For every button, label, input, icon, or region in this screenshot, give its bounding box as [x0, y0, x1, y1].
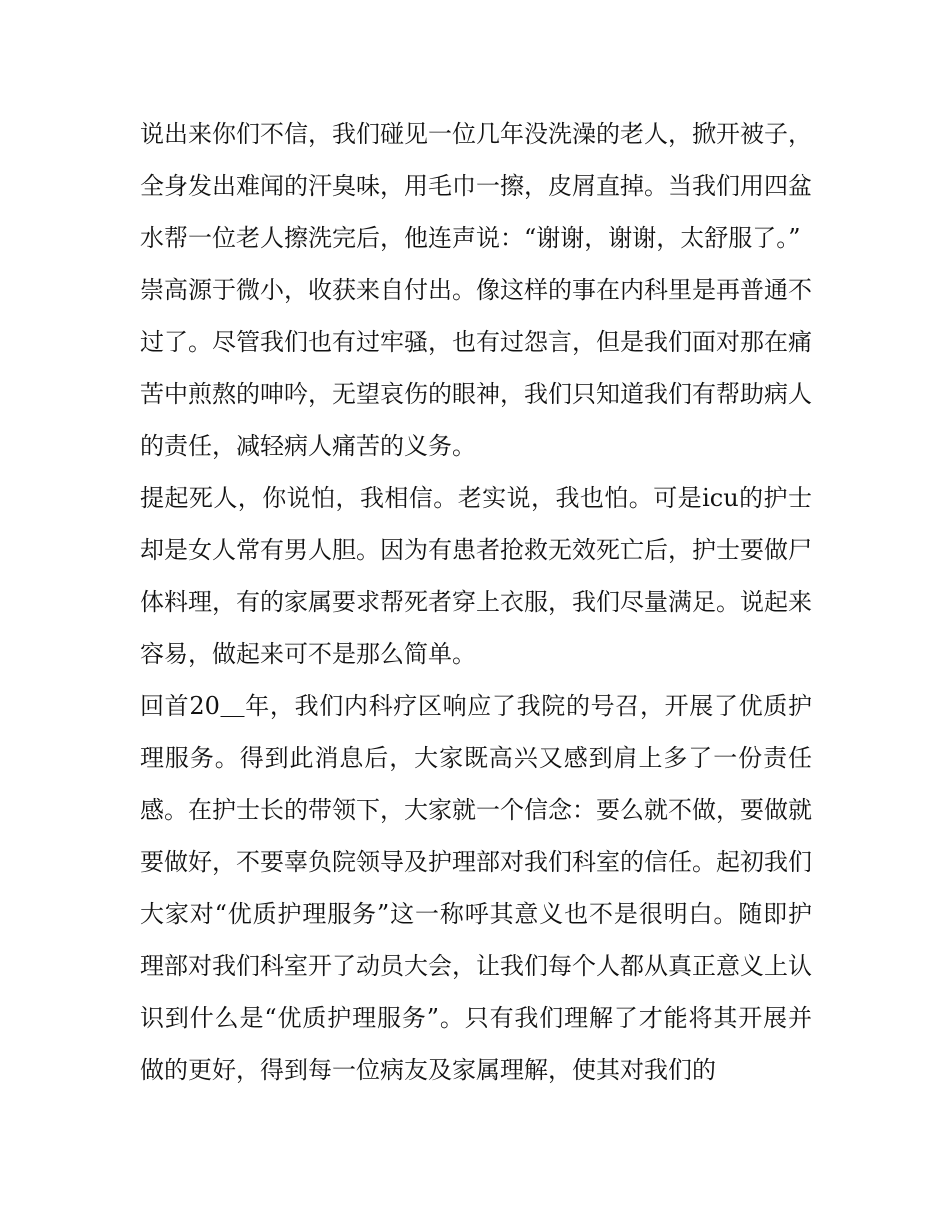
paragraph-1: 说出来你们不信，我们碰见一位几年没洗澡的老人，掀开被子，全身发出难闻的汗臭味，用毛巾一擦，皮屑直掉。当我们用四盆水帮一位老人擦洗完后，他连声说：“谢谢，谢谢，太舒服了。” — [140, 120, 812, 252]
paragraph-2: 崇高源于微小，收获来自付出。像这样的事在内科里是再普通不过了。尽管我们也有过牢骚，也有过怨言，但是我们面对那在痛苦中煎熬的呻吟，无望哀伤的眼神，我们只知道我们有帮助病人的责任，减轻病人痛苦的义务。 — [140, 276, 812, 460]
paragraph-3: 提起死人，你说怕，我相信。老实说，我也怕。可是icu的护士却是女人常有男人胆。因为有患者抢救无效死亡后，护士要做尸体料理，有的家属要求帮死者穿上衣服，我们尽量满足。说起来容易，做起来可不是那么简单。 — [140, 484, 812, 668]
document-body — [140, 108, 812, 1096]
paragraph-4: 回首20＿年，我们内科疗区响应了我院的号召，开展了优质护理服务。得到此消息后，大家既高兴又感到肩上多了一份责任感。在护士长的带领下，大家就一个信念：要么就不做，要做就要做好，不要辜负院领导及护理部对我们科室的信任。起初我们大家对“优质护理服务”这一称呼其意义也不是很明白。随即护理部对我们科室开了动员大会，让我们每个人都从真正意义上认识到什么是“优质护理服务”。只有我们理解了才能将其开展并做的更好，得到每一位病友及家属理解，使其对我们的 — [140, 692, 812, 1084]
